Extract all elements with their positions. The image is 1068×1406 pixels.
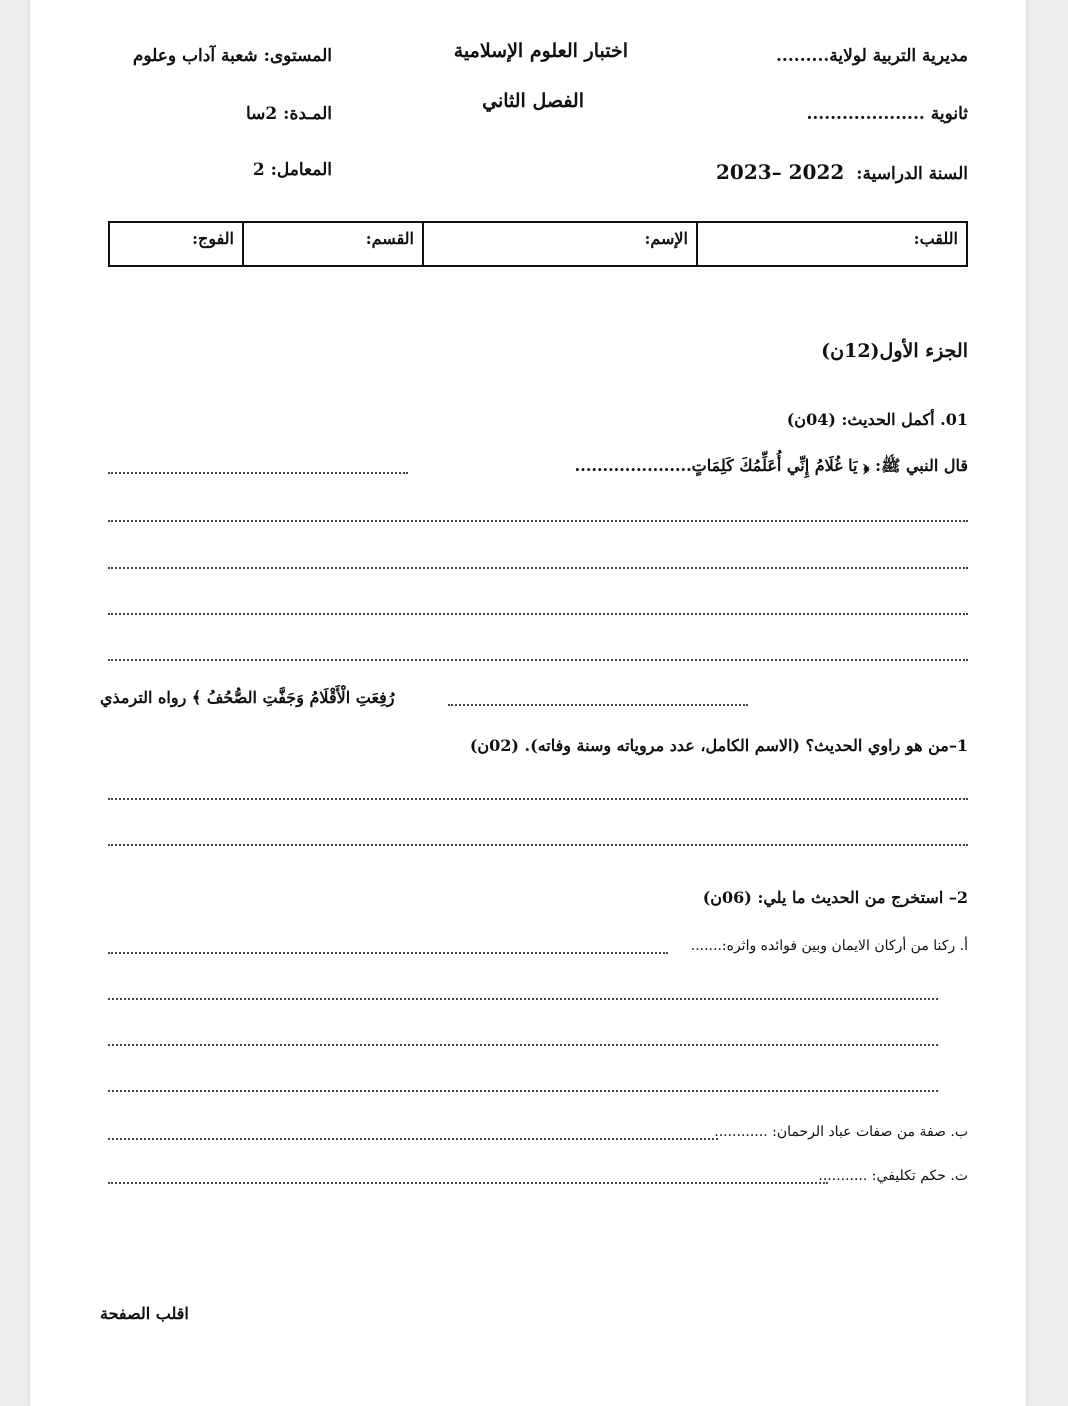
group-cell[interactable] <box>109 222 243 266</box>
hadith-end: رُفِعَتِ الْأَقْلَامُ وَجَفَّتِ الصُّحُفُ ﴾ رواه الترمذي <box>100 688 395 707</box>
q2a-answer-line-3[interactable] <box>108 1084 938 1092</box>
hadith-answer-line-4[interactable] <box>108 653 968 661</box>
coefficient-label: المعامل: 2 <box>252 160 332 180</box>
exam-title: اختبار العلوم الإسلامية <box>453 40 628 62</box>
q1-text: 1–من هو راوي الحديث؟ (الاسم الكامل، عدد مروياته وسنة وفاته). (02ن) <box>469 736 968 755</box>
exam-page <box>30 0 1026 1406</box>
q2b-answer-line[interactable] <box>108 1132 718 1140</box>
q2c-text: ت. حكم تكليفي: ........... <box>818 1168 968 1184</box>
name-label: الإسم: <box>644 229 688 248</box>
hadith-answer-line-1[interactable] <box>108 514 968 522</box>
duration-label: المـدة: 2سا <box>245 104 332 124</box>
year-label-text: السنة الدراسية: <box>856 164 968 184</box>
q2b-text: ب. صفة من صفات عباد الرحمان: ............ <box>714 1124 968 1140</box>
q2-text: 2– استخرج من الحديث ما يلي: (06ن) <box>702 888 968 907</box>
q2a-text: أ. ركنا من أركان الايمان وبين فوائده واثره:....... <box>690 938 968 954</box>
directorate-label: مديرية التربية لولاية......... <box>776 46 968 66</box>
turn-page-label: اقلب الصفحة <box>100 1304 189 1323</box>
q1-answer-line-1[interactable] <box>108 792 968 800</box>
q2a-answer-line-2[interactable] <box>108 1038 938 1046</box>
q01-title: 01. أكمل الحديث: (04ن) <box>786 410 968 429</box>
hadith-start: قال النبي ﷺ: ﴿ يَا غُلَامُ إِنِّي أُعَلِّمُكَ كَلِمَاتٍ..................... <box>574 456 968 475</box>
hadith-answer-line-3[interactable] <box>108 607 968 615</box>
q2a-answer-line-1[interactable] <box>108 992 938 1000</box>
section-cell[interactable] <box>243 222 423 266</box>
q1-answer-line-2[interactable] <box>108 838 968 846</box>
hadith-answer-line-0[interactable] <box>108 466 408 474</box>
year-label <box>716 160 968 184</box>
section-label: القسم: <box>365 229 414 248</box>
q2a-answer-line-0[interactable] <box>108 946 668 954</box>
surname-label: اللقب: <box>913 229 958 248</box>
group-label: الفوج: <box>192 229 234 248</box>
level-label: المستوى: شعبة آداب وعلوم <box>132 46 332 66</box>
hadith-answer-line-5[interactable] <box>448 698 748 706</box>
q2c-answer-line[interactable] <box>108 1176 828 1184</box>
hadith-answer-line-2[interactable] <box>108 561 968 569</box>
semester-title: الفصل الثاني <box>482 90 584 112</box>
part1-title: الجزء الأول(12ن) <box>821 340 968 362</box>
year-value: 2022 –2023 <box>716 160 845 184</box>
surname-cell[interactable] <box>697 222 967 266</box>
student-info-table <box>108 221 968 267</box>
school-label: ثانوية .................... <box>806 104 968 124</box>
name-cell[interactable] <box>423 222 697 266</box>
